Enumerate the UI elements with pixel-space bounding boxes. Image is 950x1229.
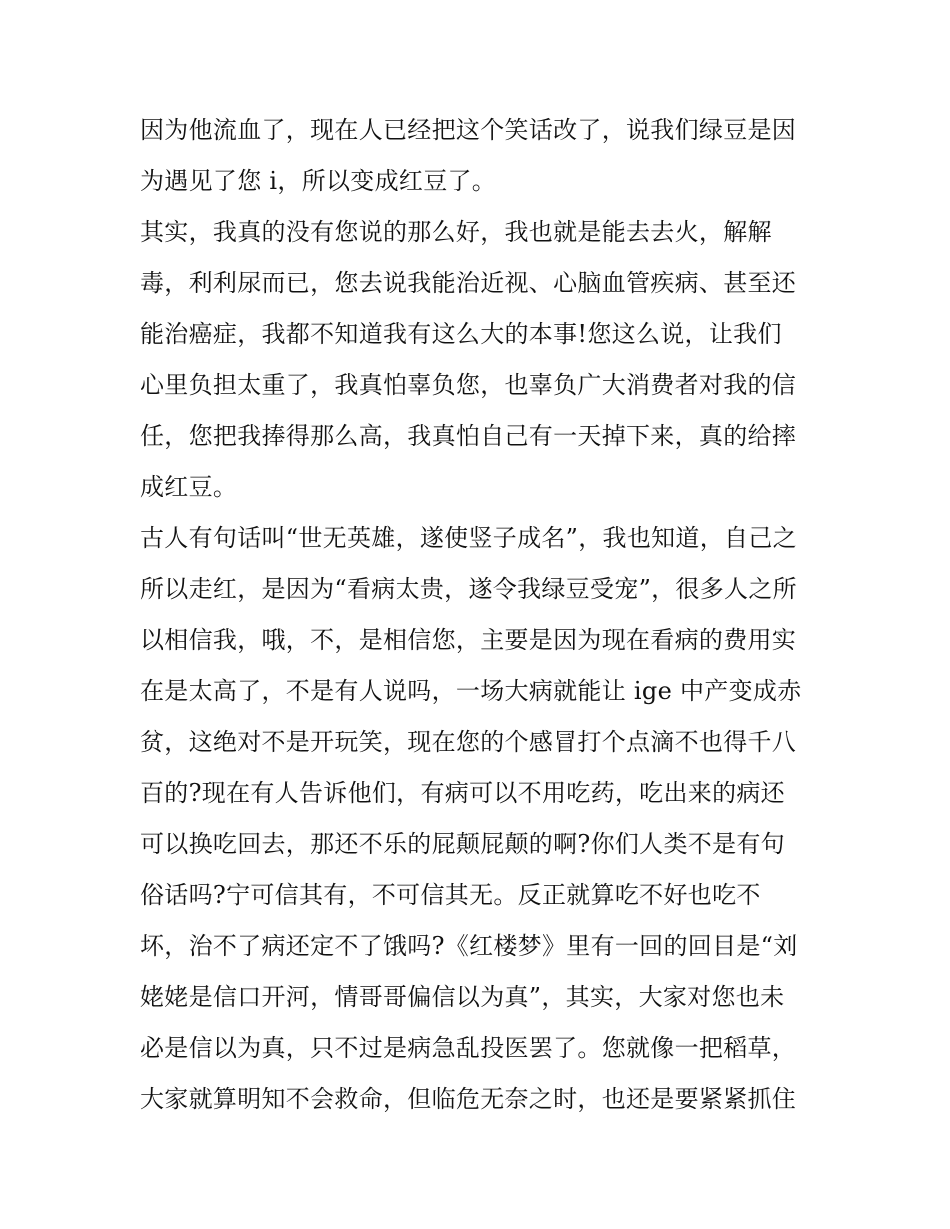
text-line: 能治癌症，我都不知道我有这么大的本事!您这么说，让我们 bbox=[140, 320, 782, 348]
text-line: 古人有句话叫“世无英雄，遂使竖子成名”，我也知道，自己之 bbox=[140, 524, 797, 552]
text-line: 姥姥是信口开河，情哥哥偏信以为真”，其实，大家对您也未 bbox=[140, 983, 785, 1011]
text-line: 以相信我，哦，不，是相信您，主要是因为现在看病的费用实 bbox=[140, 626, 797, 654]
text-line: 为遇见了您 i，所以变成红豆了。 bbox=[140, 167, 497, 195]
text-line: 其实，我真的没有您说的那么好，我也就是能去去火，解解 bbox=[140, 218, 772, 246]
text-line: 毒，利利尿而已，您去说我能治近视、心脑血管疾病、甚至还 bbox=[140, 269, 797, 297]
text-line: 因为他流血了，现在人已经把这个笑话改了，说我们绿豆是因 bbox=[140, 116, 797, 144]
text-line: 任，您把我捧得那么高，我真怕自己有一天掉下来，真的给摔 bbox=[140, 422, 797, 450]
text-line: 贫，这绝对不是开玩笑，现在您的个感冒打个点滴不也得千八 bbox=[140, 728, 797, 756]
text-line: 可以换吃回去，那还不乐的屁颠屁颠的啊?你们人类不是有句 bbox=[140, 830, 785, 858]
text-line: 心里负担太重了，我真怕辜负您，也辜负广大消费者对我的信 bbox=[140, 371, 797, 399]
text-line: 必是信以为真，只不过是病急乱投医罢了。您就像一把稻草， bbox=[140, 1034, 797, 1062]
text-line: 俗话吗?宁可信其有，不可信其无。反正就算吃不好也吃不 bbox=[140, 881, 761, 909]
text-line: 坏，治不了病还定不了饿吗?《红楼梦》里有一回的回目是“刘 bbox=[140, 932, 798, 960]
text-line: 百的?现在有人告诉他们，有病可以不用吃药，吃出来的病还 bbox=[140, 779, 785, 807]
body-text bbox=[140, 105, 820, 1125]
text-line: 成红豆。 bbox=[140, 473, 238, 501]
text-line: 在是太高了，不是有人说吗，一场大病就能让 ige 中产变成赤 bbox=[140, 677, 802, 705]
text-line: 大家就算明知不会救命，但临危无奈之时，也还是要紧紧抓住 bbox=[140, 1085, 797, 1113]
text-line: 所以走红，是因为“看病太贵，遂令我绿豆受宠”，很多人之所 bbox=[140, 575, 797, 603]
